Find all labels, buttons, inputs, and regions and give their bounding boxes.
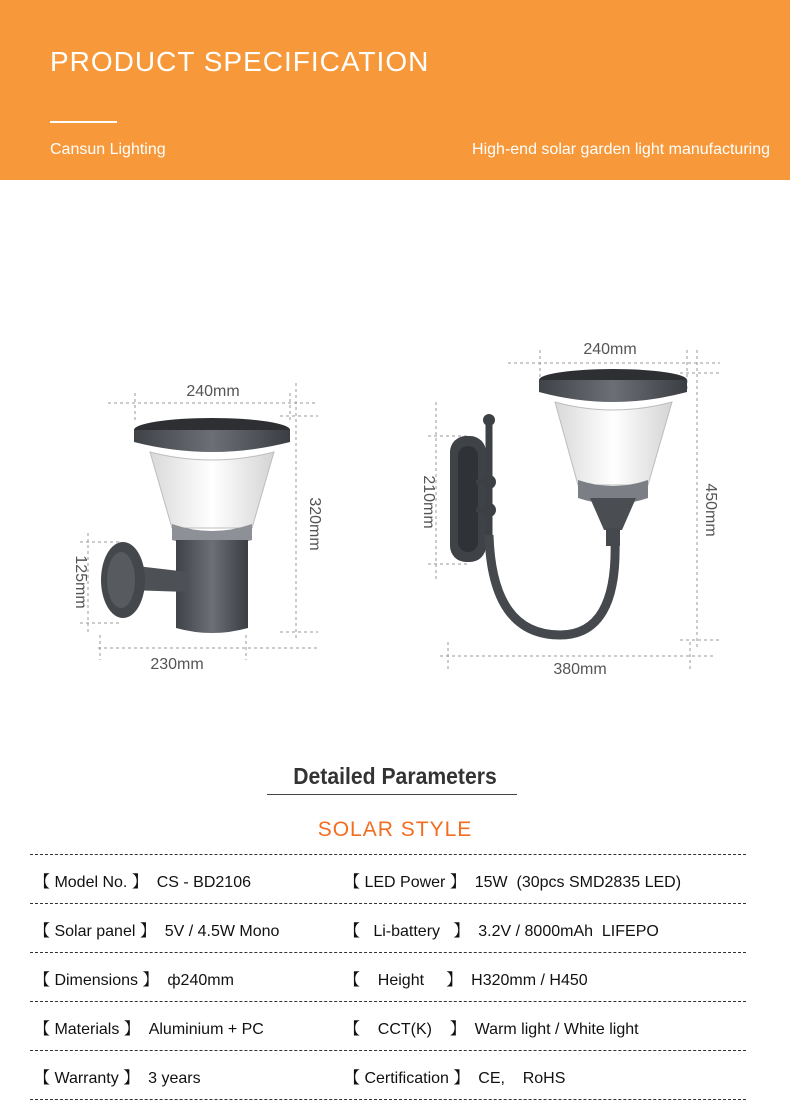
- spec-value: Warm light / White light: [474, 1021, 639, 1038]
- spec-item-right: [344, 1065, 565, 1088]
- spec-value: H320mm / H450: [471, 972, 588, 989]
- section-subtitle: SOLAR STYLE: [317, 818, 473, 841]
- lamp-left-drawing: [80, 383, 320, 660]
- brand-tagline: High-end solar garden light manufacturing: [472, 141, 770, 158]
- spec-value: 3.2V / 8000mAh LIFEPO: [478, 923, 659, 940]
- brand-name: Cansun Lighting: [50, 141, 166, 158]
- right-width-label: 240mm: [583, 341, 637, 358]
- spec-item-right: [344, 1016, 639, 1039]
- lamp-right-drawing: [428, 350, 720, 670]
- spec-row: [30, 1050, 746, 1100]
- title-underline: [50, 121, 117, 123]
- spec-item-right: [344, 967, 588, 990]
- page-title: PRODUCT SPECIFICATION: [50, 46, 430, 77]
- spec-label: 【 Model No. 】: [34, 874, 148, 891]
- spec-item-right: [344, 869, 681, 892]
- spec-item-left: [34, 1065, 201, 1088]
- spec-label: 【 Materials 】: [34, 1021, 140, 1038]
- spec-value: CS - BD2106: [156, 874, 251, 891]
- spec-value: 15W (30pcs SMD2835 LED): [474, 874, 682, 891]
- spec-label: 【 Dimensions 】: [34, 972, 159, 989]
- spec-row: [30, 952, 746, 1001]
- spec-row: [30, 854, 746, 903]
- spec-label: 【 Solar panel 】: [34, 923, 156, 940]
- section-title: Detailed Parameters: [293, 763, 497, 789]
- left-height-label: 320mm: [306, 497, 323, 551]
- spec-value: 5V / 4.5W Mono: [164, 923, 280, 940]
- spec-value: ф240mm: [167, 972, 234, 989]
- left-width-label: 240mm: [186, 383, 240, 400]
- spec-label: 【 LED Power 】: [344, 874, 466, 891]
- product-dimension-illustration: [0, 180, 790, 720]
- right-depth-label: 380mm: [553, 661, 607, 678]
- right-plate-label: 210mm: [420, 475, 437, 529]
- spec-label: 【 CCT(K) 】: [344, 1021, 466, 1038]
- spec-row: [30, 903, 746, 952]
- spec-item-left: [34, 967, 234, 990]
- header-banner: [0, 0, 790, 180]
- spec-value: 3 years: [148, 1070, 201, 1087]
- right-height-label: 450mm: [702, 483, 719, 537]
- spec-table: [30, 854, 746, 1100]
- spec-label: 【 Warranty 】: [34, 1070, 140, 1087]
- section-title-underline: [267, 794, 517, 795]
- spec-value: Aluminium + PC: [148, 1021, 264, 1038]
- spec-row: [30, 1001, 746, 1050]
- spec-item-left: [34, 1016, 264, 1039]
- spec-item-right: [344, 918, 659, 941]
- spec-item-left: [34, 918, 279, 941]
- left-depth-label: 230mm: [150, 656, 204, 673]
- left-bracket-label: 125mm: [72, 555, 89, 609]
- spec-item-left: [34, 869, 251, 892]
- spec-label: 【 Certification 】: [344, 1070, 470, 1087]
- spec-label: 【 Height 】: [344, 972, 463, 989]
- spec-value: CE, RoHS: [478, 1070, 566, 1087]
- spec-label: 【 Li-battery 】: [344, 923, 470, 940]
